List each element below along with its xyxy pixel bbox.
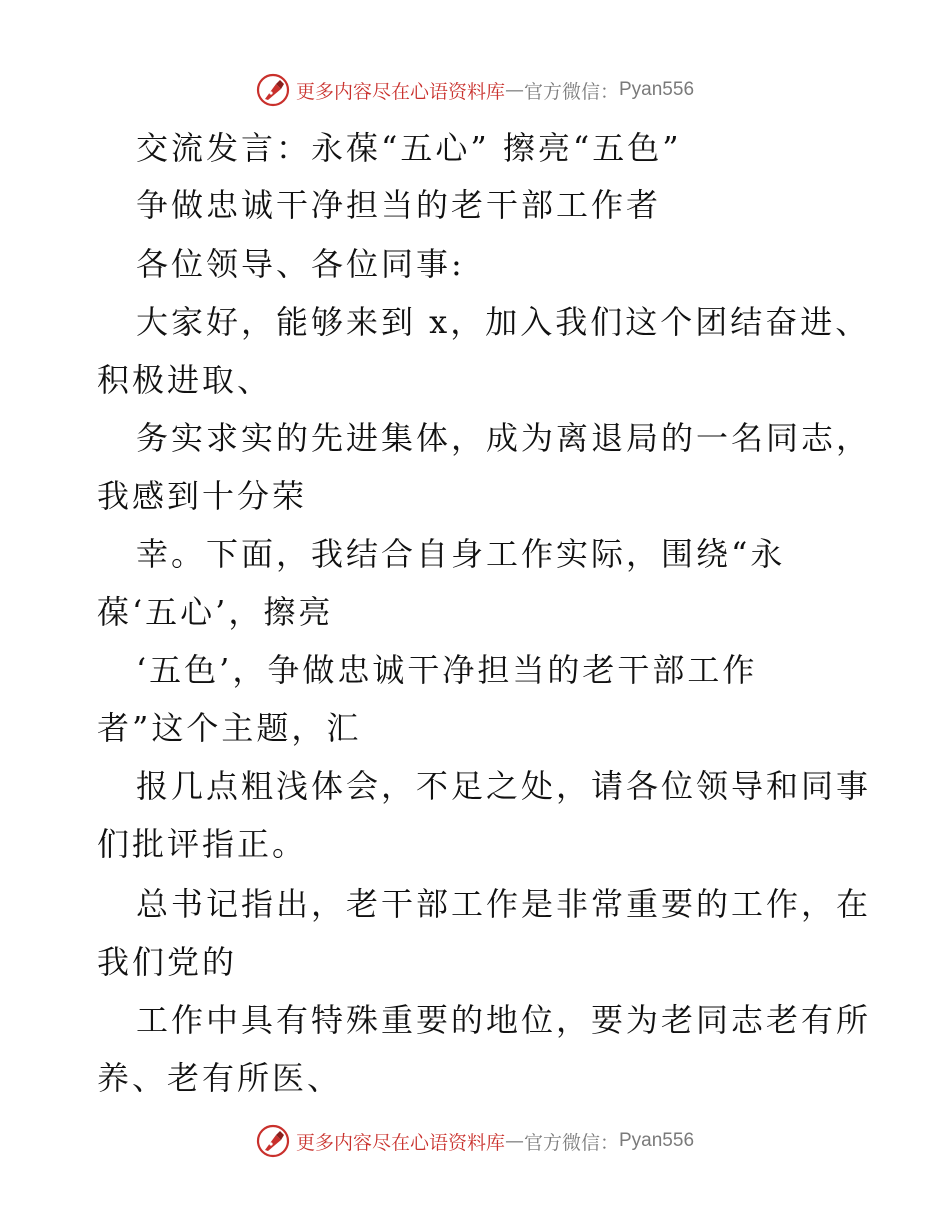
watermark-dash: — xyxy=(504,79,524,101)
paragraph-line: 总书记指出，老干部工作是非常重要的工作，在 xyxy=(136,885,872,923)
paragraph-line: 养、老有所医、 xyxy=(97,1059,343,1097)
paragraph-line: 工作中具有特殊重要的地位，要为老同志老有所 xyxy=(136,1001,872,1039)
footer-watermark xyxy=(0,1121,950,1161)
paragraph-line: ‘五色’，争做忠诚干净担当的老干部工作 xyxy=(136,651,758,689)
pen-nib-logo-icon xyxy=(256,1124,290,1158)
watermark-wechat-label: 官方微信： xyxy=(523,80,619,103)
watermark-wechat-label: 官方微信： xyxy=(523,1131,619,1154)
watermark-wechat-id: Pyan556 xyxy=(619,1130,695,1151)
salutation: 各位领导、各位同事: xyxy=(136,245,465,283)
watermark-wechat-id: Pyan556 xyxy=(619,79,695,100)
document-title-line-2: 争做忠诚干净担当的老干部工作者 xyxy=(136,186,662,224)
paragraph-line: 幸。下面，我结合自身工作实际，围绕“永 xyxy=(136,535,786,573)
paragraph-line: 葆‘五心’，擦亮 xyxy=(97,593,334,631)
paragraph-line: 大家好，能够来到 x，加入我们这个团结奋进、 xyxy=(136,303,871,341)
watermark-brand-text: 更多内容尽在心语资料库 xyxy=(295,80,505,103)
document-title-line-1: 交流发言：永葆“五心” 擦亮“五色” xyxy=(136,129,682,167)
paragraph-line: 我感到十分荣 xyxy=(97,477,308,515)
paragraph-line: 报几点粗浅体会，不足之处，请各位领导和同事 xyxy=(136,767,872,805)
paragraph-line: 者”这个主题，汇 xyxy=(97,709,362,747)
paragraph-line: 务实求实的先进集体，成为离退局的一名同志， xyxy=(136,419,872,457)
watermark-brand-text: 更多内容尽在心语资料库 xyxy=(295,1131,505,1154)
watermark-dash: — xyxy=(504,1130,524,1152)
paragraph-line: 积极进取、 xyxy=(97,361,273,399)
paragraph-line: 我们党的 xyxy=(97,943,238,981)
paragraph-line: 们批评指正。 xyxy=(97,825,308,863)
